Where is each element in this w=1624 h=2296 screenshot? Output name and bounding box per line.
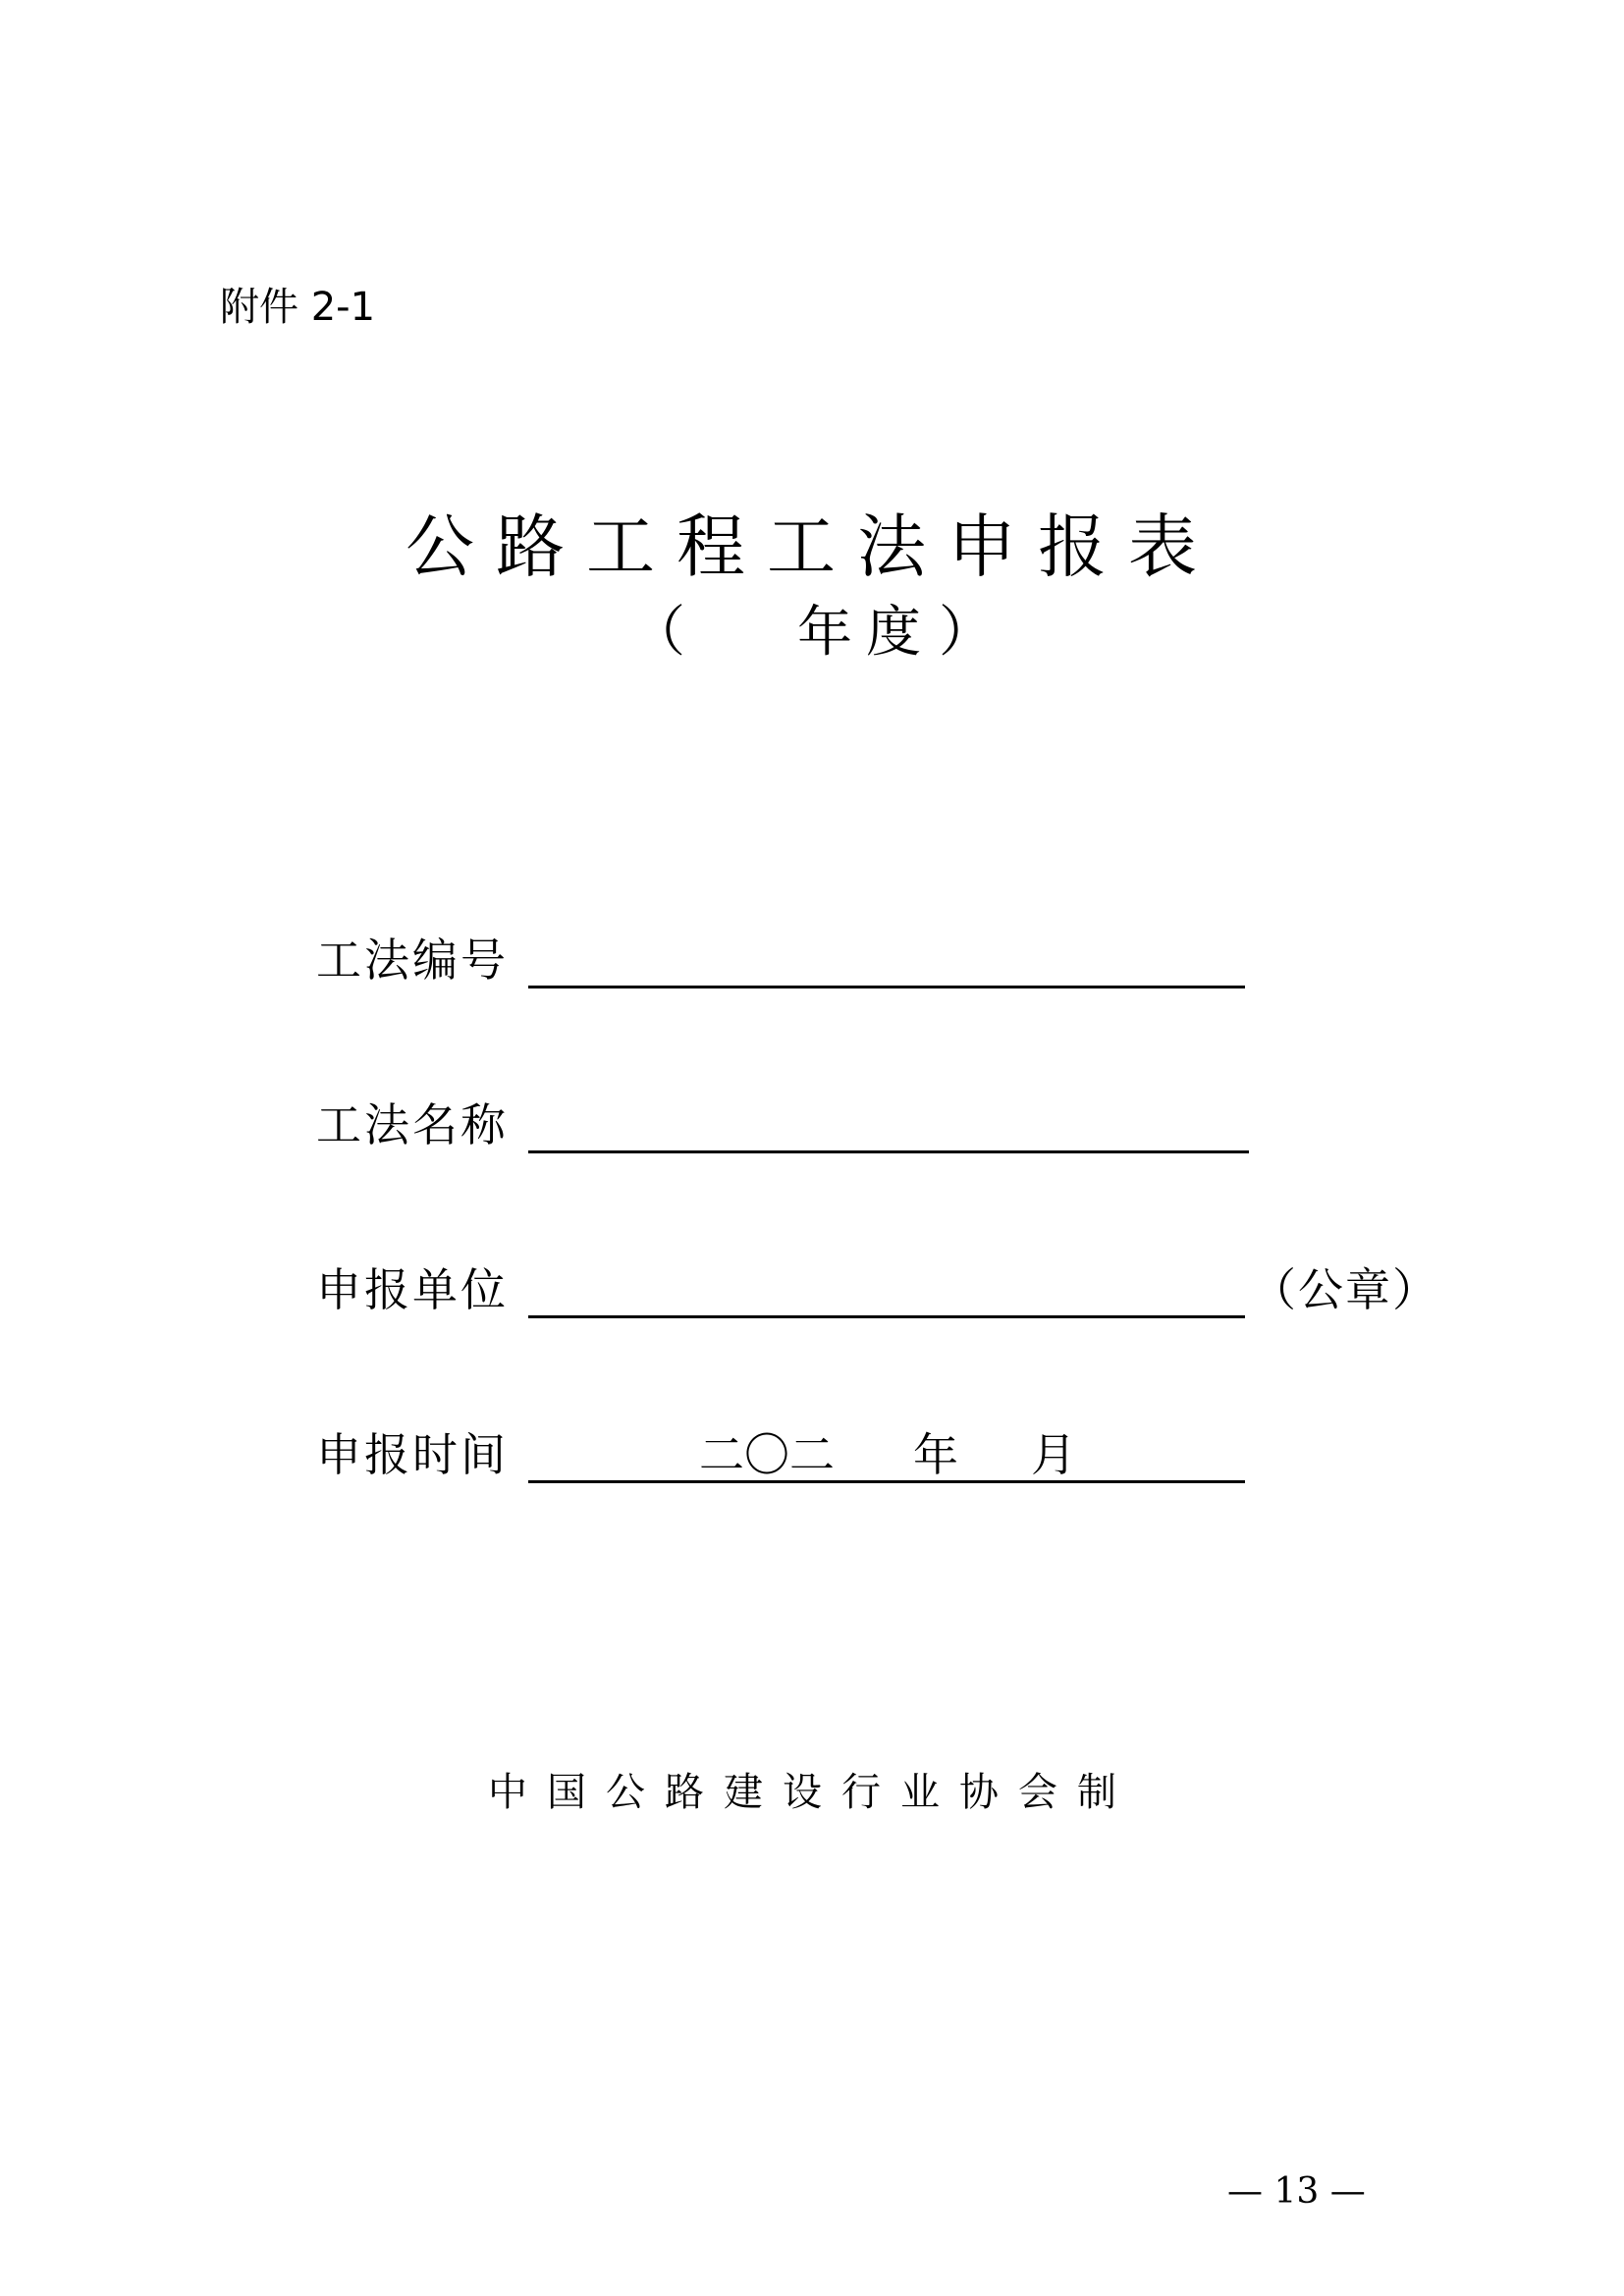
attachment-label: 附件 2-1 [220,285,376,330]
year-char: 年 [913,1428,958,1481]
method-number-blank[interactable] [528,986,1245,988]
date-blank[interactable] [528,1480,1245,1483]
method-number-label: 工法编号 [316,934,509,987]
subtitle-close-paren: ） [939,601,994,665]
applicant-blank[interactable] [528,1315,1245,1318]
applicant-label: 申报单位 [316,1263,509,1316]
subtitle-year-word: 年度 [797,601,935,665]
month-char: 月 [1031,1428,1076,1481]
page-number: — 13 — [1227,2171,1366,2212]
method-name-row [316,1095,1298,1154]
method-name-label: 工法名称 [316,1098,509,1151]
issuer-footer: 中国公路建设行业协会制 [488,1770,1136,1815]
date-label: 申报时间 [316,1428,509,1481]
method-number-row [316,931,1298,989]
date-row [316,1425,1298,1484]
form-subtitle [0,599,1624,667]
applicant-row [316,1260,1439,1319]
official-seal-note: （公章） [1251,1263,1439,1316]
form-title: 公路工程工法申报表 [406,507,1218,587]
subtitle-open-paren: （ [630,601,685,665]
year-prefix: 二〇二 [699,1428,835,1481]
method-name-blank[interactable] [528,1150,1249,1153]
